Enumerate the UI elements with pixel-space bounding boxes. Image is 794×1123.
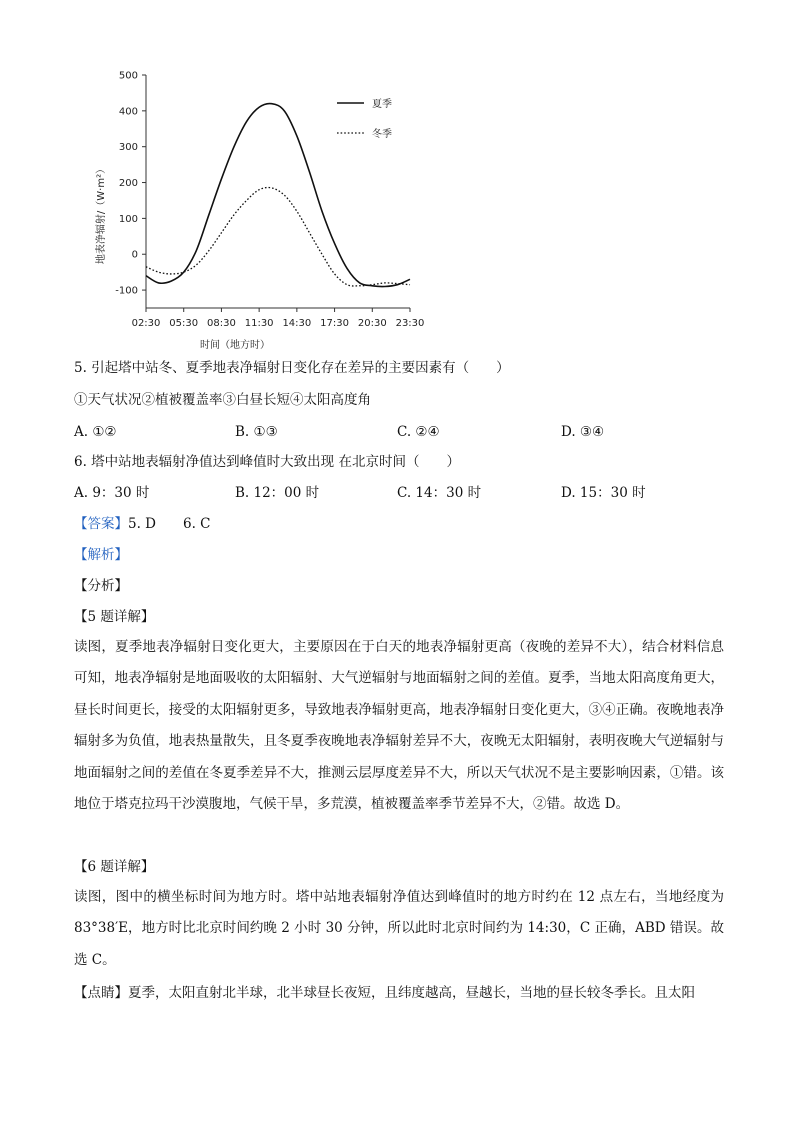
x-tick-label: 02:30	[131, 318, 161, 329]
x-tick-label: 14:30	[282, 318, 312, 329]
q6-option-a: A. 9：30 时	[74, 485, 150, 501]
d6-text: 读图，图中的横坐标时间为地方时。塔中站地表辐射净值达到峰值时的地方时约在 12 点左右，当地经度为 83°38′E，地方时比北京时间约晚 2 小时 30 分钟，所以此时北京时间约为 14:30，C 正确，ABD 错误。故选 C。	[74, 889, 724, 968]
series-summer-line	[146, 104, 410, 287]
q6-option-c: C. 14：30 时	[397, 485, 482, 501]
d6-label: 【6 题详解】	[74, 859, 155, 875]
x-tick-label: 17:30	[320, 318, 349, 329]
q6-stem: 6. 塔中站地表辐射净值达到峰值时大致出现 在北京时间（ ）	[74, 454, 460, 470]
x-tick-label: 05:30	[169, 318, 199, 329]
y-tick-label: 400	[118, 106, 138, 118]
d5-text: 读图，夏季地表净辐射日变化更大，主要原因在于白天的地表净辐射更高（夜晚的差异不大），结合材料信息可知，地表净辐射是地面吸收的太阳辐射、大气逆辐射与地面辐射之间的差值。夏季，当地太阳高度角更大，昼长时间更长，接受的太阳辐射更多，导致地表净辐射更高，地表净辐射日变化更大，③④正确。夜晚地表净辐射多为负值，地表热量散失，且冬夏季夜晚地表净辐射差异不大，夜晚无太阳辐射，表明夜晚大气逆辐射与地面辐射之间的差值在冬夏季差异不大，推测云层厚度差异不大，所以天气状况不是主要影响因素，①错。该地位于塔克拉玛干沙漠腹地，气候干旱，多荒漠，植被覆盖率季节差异不大，②错。故选 D。	[74, 639, 724, 813]
y-tick-label: 100	[118, 213, 138, 225]
y-tick-label: -100	[115, 285, 138, 297]
dianjing-label: 【点睛】	[74, 985, 128, 1001]
q5-option-a: A. ①②	[74, 424, 117, 440]
y-tick-label: 300	[118, 142, 138, 154]
y-tick-label: 200	[118, 178, 138, 190]
q5-option-c: C. ②④	[397, 424, 440, 440]
q5-items: ①天气状况②植被覆盖率③白昼长短④太阳高度角	[74, 392, 371, 408]
y-tick-label: 500	[118, 70, 138, 82]
net-radiation-chart	[90, 64, 440, 354]
q5-stem: 5. 引起塔中站冬、夏季地表净辐射日变化存在差异的主要因素有（ ）	[74, 360, 510, 376]
answer-line	[74, 514, 211, 534]
analysis-label: 【解析】	[74, 547, 128, 563]
q5-option-b: B. ①③	[235, 424, 278, 440]
answer-label: 【答案】	[74, 516, 128, 532]
y-tick-label: 0	[131, 249, 138, 261]
dianjing-text: 夏季，太阳直射北半球，北半球昼长夜短，且纬度越高，昼越长，当地的昼长较冬季长。且太阳	[128, 985, 695, 1001]
fenxi-label: 【分析】	[74, 578, 128, 594]
d5-label: 【5 题详解】	[74, 609, 155, 625]
q6-option-d: D. 15：30 时	[561, 485, 646, 501]
chart-svg	[90, 64, 440, 354]
q5-option-d: D. ③④	[561, 424, 605, 440]
legend-label-summer: 夏季	[372, 99, 392, 110]
answer-text: 5. D 6. C	[128, 516, 211, 532]
q6-option-b: B. 12：00 时	[235, 485, 320, 501]
x-axis-label: 时间（地方时）	[200, 340, 270, 351]
series-winter-line	[146, 188, 410, 286]
legend-label-winter: 冬季	[372, 129, 392, 140]
dianjing-line	[74, 983, 695, 1003]
x-tick-label: 08:30	[207, 318, 236, 329]
x-tick-label: 11:30	[244, 318, 274, 329]
x-tick-label: 20:30	[357, 318, 387, 329]
x-tick-label: 23:30	[395, 318, 425, 329]
y-axis-label: 地表净辐射/（W·m²）	[96, 163, 107, 265]
